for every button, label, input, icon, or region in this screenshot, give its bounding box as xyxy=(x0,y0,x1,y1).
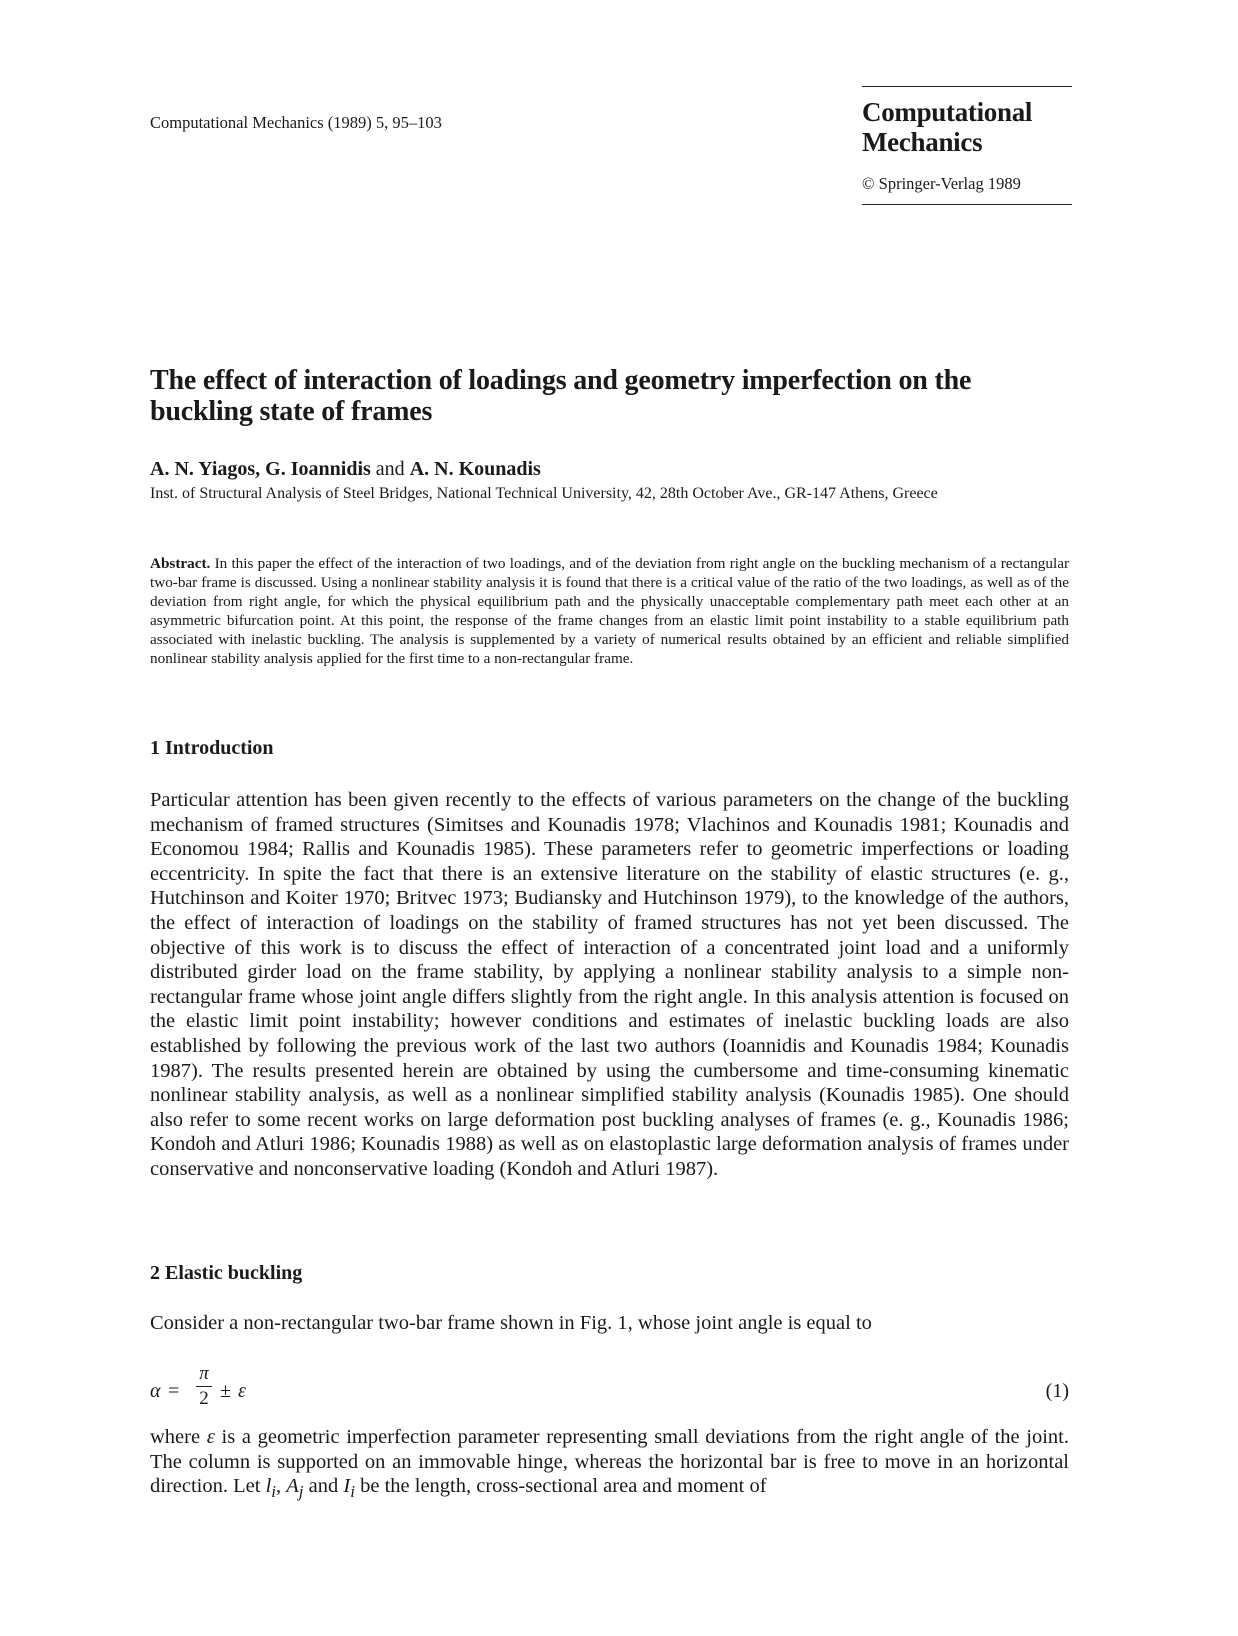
section-heading-elastic-buckling: 2 Elastic buckling xyxy=(150,1262,303,1284)
where-paragraph: where ε is a geometric imperfection parameter representing small deviations from the right angle of the joint. The column is supported on an immovable hinge, whereas the horizontal bar is free to move in an horizontal direction. Let $l_i$, $A_j$ and $I_i$ be the length, cross-sectional area and moment of xyxy=(150,1426,1070,1502)
article-title: The effect of interaction of loadings and geometry imperfection on the buckling state of frames xyxy=(150,365,972,427)
author-line xyxy=(150,458,541,481)
journal-masthead xyxy=(862,86,1072,205)
bottom-rule xyxy=(862,204,1072,205)
introduction-paragraph: Particular attention has been given recently to the effects of various parameters on the change of the buckling mechanism of framed structures (Simitses and Kounadis 1978; Vlachinos and Kounadis 1981; Kounadis and Economou 1984; Rallis and Kounadis 1985). These parameters refer to geometric imperfections or loading eccentricity. In spite the fact that there is an extensive literature on the stability of elastic structures (e. g., Hutchinson and Koiter 1970; Britvec 1973; Budiansky and Hutchinson 1979), to the knowledge of the authors, the effect of interaction of loadings on the stability of framed structures has not yet been discussed. The objective of this work is to discuss the effect of interaction of a concentrated joint load and a uniformly distributed girder load on the frame stability, by applying a nonlinear stability analysis to a simple non-rectangular frame whose joint angle differs slightly from the right angle. In this analysis attention is focused on the elastic limit point instability; however conditions and estimates of inelastic buckling loads are also established by following the previous work of the last two authors (Ioannidis and Kounadis 1984; Kounadis 1987). The results presented herein are obtained by using the cumbersome and time-consuming kinematic nonlinear stability analysis, as well as a nonlinear simplified stability analysis (Kounadis 1985). One should also refer to some recent works on large deformation post buckling analyses of frames (e. g., Kounadis 1986; Kondoh and Atluri 1986; Kounadis 1988) as well as on elastoplastic large deformation analysis of frames under conservative and nonconservative loading (Kondoh and Atluri 1987). xyxy=(150,789,1069,1180)
abstract-label: Abstract. xyxy=(150,555,211,572)
consider-paragraph: Consider a non-rectangular two-bar frame shown in Fig. 1, whose joint angle is equal to xyxy=(150,1312,872,1334)
equation-plus-minus: ± xyxy=(220,1380,231,1402)
equation-denominator: 2 xyxy=(199,1388,209,1409)
abstract-text: In this paper the effect of the interaction of two loadings, and of the deviation from right angle on the buckling mechanism of a rectangular two-bar frame is discussed. Using a nonlinear stability analysis it is found that there is a critical value of the ratio of the two loadings, as well as of the deviation from right angle, for which the physical equilibrium path and the physically unacceptable complementary path meet each other at an asymmetric bifurcation point. At this point, the response of the frame changes from an elastic limit point instability to a stable equilibrium path associated with inelastic buckling. The analysis is supplemented by a variety of numerical results obtained by an efficient and reliable simplified nonlinear stability analysis applied for the first time to a non-rectangular frame. xyxy=(150,555,1069,668)
fraction-bar xyxy=(196,1386,212,1387)
equation-1 xyxy=(150,1365,1069,1417)
section-heading-introduction: 1 Introduction xyxy=(150,737,274,759)
journal-name: Computational Mechanics xyxy=(862,97,1033,157)
equation-equals: = xyxy=(168,1380,180,1402)
equation-number: (1) xyxy=(1045,1380,1069,1402)
authors-first: A. N. Yiagos, G. Ioannidis xyxy=(150,458,371,480)
abstract xyxy=(150,554,1069,669)
equation-alpha: α xyxy=(150,1380,161,1402)
publisher-copyright: © Springer-Verlag 1989 xyxy=(862,174,1021,193)
equation-numerator: π xyxy=(199,1363,209,1384)
equation-fraction xyxy=(194,1363,214,1410)
affiliation: Inst. of Structural Analysis of Steel Bridges, National Technical University, 42, 28th October Ave., GR-147 Athens, Greece xyxy=(150,485,938,502)
authors-last: A. N. Kounadis xyxy=(409,458,541,480)
equation-epsilon: ε xyxy=(238,1380,246,1402)
authors-and: and xyxy=(375,458,405,480)
top-rule xyxy=(862,86,1072,87)
journal-citation: Computational Mechanics (1989) 5, 95–103 xyxy=(150,113,442,132)
